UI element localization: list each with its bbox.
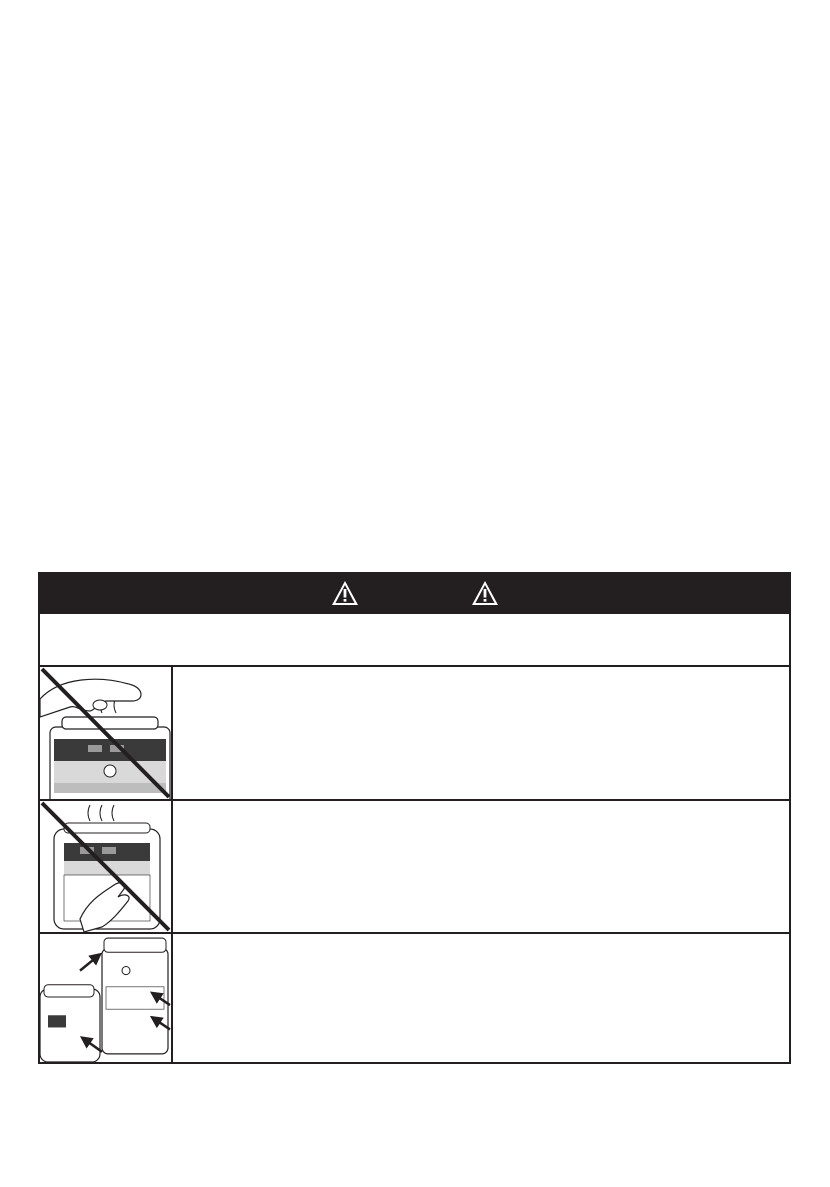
warning-panel bbox=[38, 572, 791, 1064]
warning-intro-text bbox=[40, 614, 789, 667]
warning-row-hot-surface bbox=[40, 801, 789, 934]
warning-triangle-icon bbox=[470, 579, 500, 607]
warning-triangle-icon bbox=[330, 579, 360, 607]
warning-row-hot-parts bbox=[40, 934, 789, 1062]
warning-header-bar bbox=[40, 574, 789, 614]
steam-vent-prohibited-illustration bbox=[40, 667, 173, 799]
hot-parts-arrows-illustration bbox=[40, 934, 173, 1062]
warning-row-steam bbox=[40, 667, 789, 801]
hot-surface-prohibited-illustration bbox=[40, 801, 173, 932]
